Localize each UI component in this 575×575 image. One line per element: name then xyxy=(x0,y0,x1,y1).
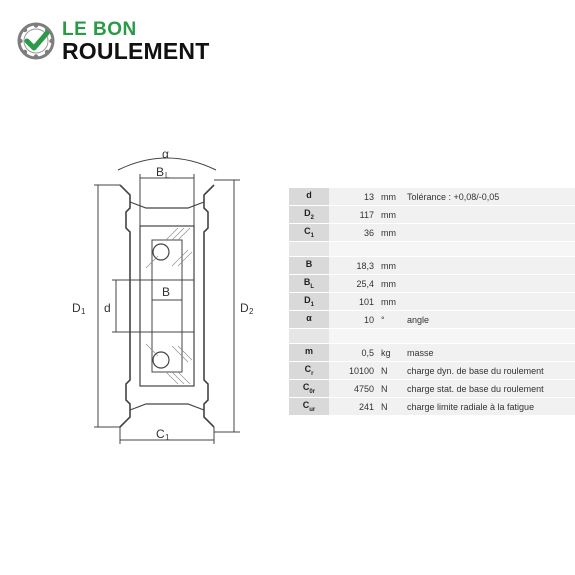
spec-table xyxy=(289,188,575,416)
spec-description xyxy=(402,275,575,293)
gear-check-icon xyxy=(16,21,56,61)
spec-description: angle xyxy=(402,311,575,329)
spec-row xyxy=(289,257,575,275)
spec-unit: ° xyxy=(378,311,402,329)
spec-unit: mm xyxy=(378,206,402,224)
symbol-sub: 2 xyxy=(310,214,314,221)
spec-symbol xyxy=(289,293,329,311)
spec-row xyxy=(289,275,575,293)
spec-value: 4750 xyxy=(329,380,378,398)
gap-cell xyxy=(378,242,402,257)
symbol-sub: r xyxy=(311,370,314,377)
spec-unit: mm xyxy=(378,293,402,311)
spec-symbol xyxy=(289,275,329,293)
symbol-sub: 1 xyxy=(310,301,314,308)
spec-symbol xyxy=(289,206,329,224)
spec-row xyxy=(289,380,575,398)
label-D1-sub: 1 xyxy=(81,307,86,316)
logo-line-1: LE BON xyxy=(62,18,137,40)
spec-symbol xyxy=(289,311,329,329)
spec-description: charge dyn. de base du roulement xyxy=(402,362,575,380)
bearing-technical-drawing xyxy=(28,140,278,450)
spec-description xyxy=(402,293,575,311)
spec-unit: mm xyxy=(378,188,402,206)
label-C1: C xyxy=(156,427,165,441)
gap-cell xyxy=(289,329,329,344)
spec-value: 117 xyxy=(329,206,378,224)
gap-cell xyxy=(329,329,378,344)
spec-value: 0,5 xyxy=(329,344,378,362)
spec-symbol xyxy=(289,362,329,380)
label-BL-sub: L xyxy=(165,171,170,180)
spec-description: charge limite radiale à la fatigue xyxy=(402,398,575,416)
spec-value: 10100 xyxy=(329,362,378,380)
symbol-main: d xyxy=(306,190,312,201)
label-C1-sub: 1 xyxy=(165,433,170,442)
spec-unit: N xyxy=(378,398,402,416)
spec-symbol xyxy=(289,188,329,206)
symbol-sub: 0r xyxy=(309,388,316,395)
label-B: B xyxy=(162,285,171,299)
spec-row xyxy=(289,398,575,416)
spec-unit: mm xyxy=(378,275,402,293)
label-BL: B xyxy=(156,165,165,179)
spec-description xyxy=(402,257,575,275)
spec-unit: N xyxy=(378,380,402,398)
spec-unit: kg xyxy=(378,344,402,362)
spec-value: 101 xyxy=(329,293,378,311)
label-D1: D xyxy=(72,301,81,315)
gap-cell xyxy=(378,329,402,344)
spec-value: 13 xyxy=(329,188,378,206)
label-D2: D xyxy=(240,301,249,315)
symbol-sub: L xyxy=(310,283,315,290)
label-D2-sub: 2 xyxy=(249,307,254,316)
spec-row xyxy=(289,293,575,311)
spec-row xyxy=(289,362,575,380)
symbol-main: C xyxy=(302,382,310,393)
symbol-main: B xyxy=(303,277,311,288)
symbol-main: D xyxy=(304,208,311,219)
spec-unit: N xyxy=(378,362,402,380)
symbol-main: C xyxy=(304,226,311,237)
gap-cell xyxy=(402,329,575,344)
spec-row xyxy=(289,311,575,329)
symbol-main: B xyxy=(305,259,313,270)
spec-description: masse xyxy=(402,344,575,362)
spec-gap-row xyxy=(289,329,575,344)
symbol-main: m xyxy=(304,346,313,357)
spec-value: 10 xyxy=(329,311,378,329)
spec-description: charge stat. de base du roulement xyxy=(402,380,575,398)
symbol-main: α xyxy=(306,313,312,324)
symbol-main: C xyxy=(302,400,310,411)
spec-value: 241 xyxy=(329,398,378,416)
spec-symbol xyxy=(289,224,329,242)
spec-symbol xyxy=(289,380,329,398)
spec-row xyxy=(289,224,575,242)
spec-row xyxy=(289,206,575,224)
symbol-main: C xyxy=(304,364,312,375)
symbol-sub: ur xyxy=(309,406,316,413)
spec-row xyxy=(289,188,575,206)
spec-unit: mm xyxy=(378,257,402,275)
spec-description xyxy=(402,206,575,224)
spec-value: 25,4 xyxy=(329,275,378,293)
spec-gap-row xyxy=(289,242,575,257)
gap-cell xyxy=(402,242,575,257)
spec-value: 18,3 xyxy=(329,257,378,275)
spec-row xyxy=(289,344,575,362)
symbol-main: D xyxy=(304,295,311,306)
logo-line-2: ROULEMENT xyxy=(62,37,210,64)
spec-symbol xyxy=(289,398,329,416)
gap-cell xyxy=(289,242,329,257)
spec-symbol xyxy=(289,257,329,275)
spec-symbol xyxy=(289,344,329,362)
label-d: d xyxy=(104,301,111,315)
gap-cell xyxy=(329,242,378,257)
spec-value: 36 xyxy=(329,224,378,242)
label-alpha: α xyxy=(162,147,169,161)
spec-description: Tolérance : +0,08/-0,05 xyxy=(402,188,575,206)
symbol-sub: 1 xyxy=(310,232,314,239)
spec-unit: mm xyxy=(378,224,402,242)
spec-description xyxy=(402,224,575,242)
brand-logo[interactable] xyxy=(16,18,209,64)
